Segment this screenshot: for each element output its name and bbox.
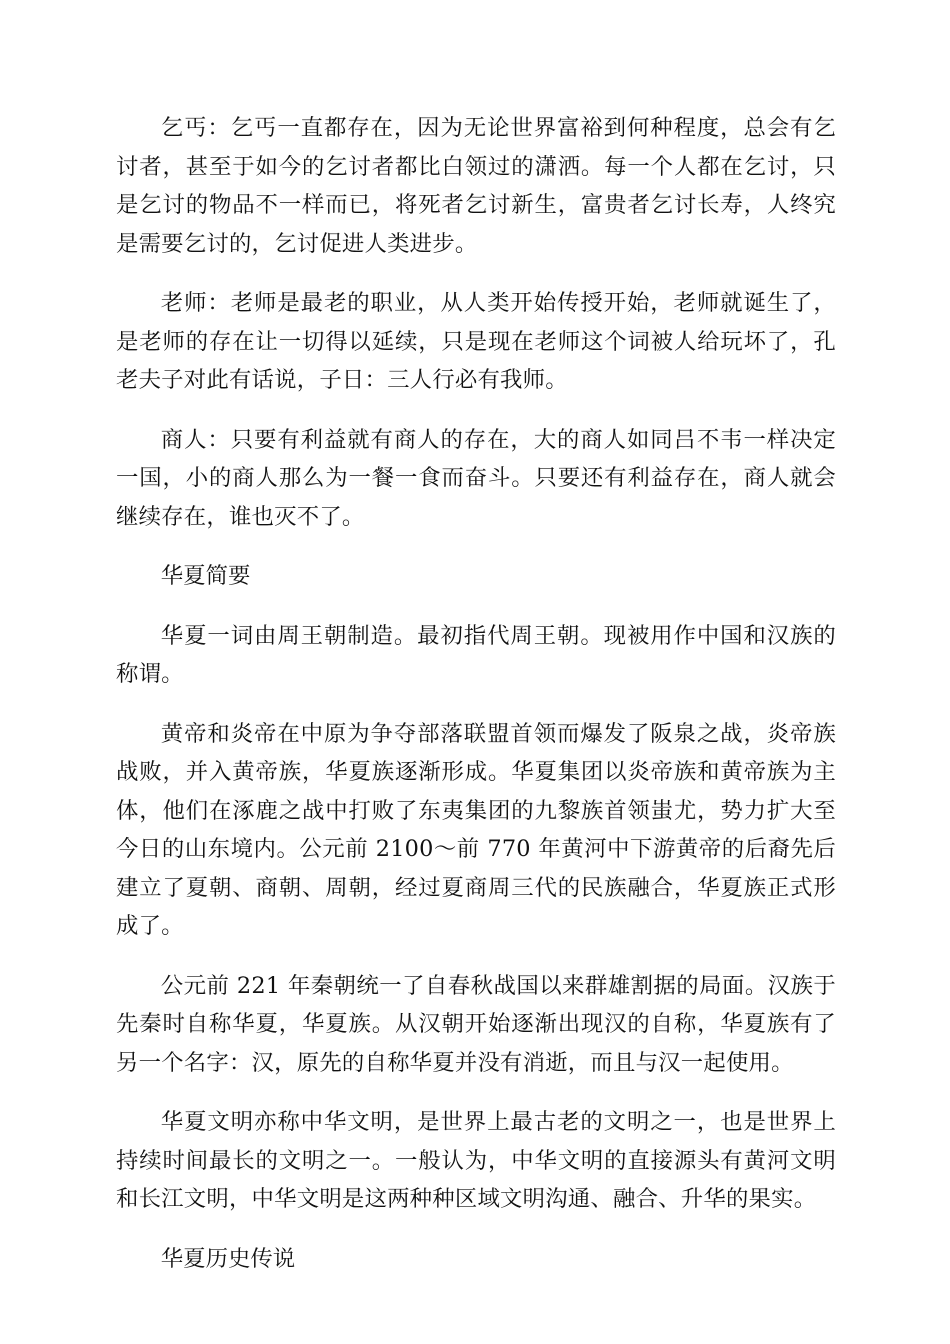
paragraph-merchant: 商人：只要有利益就有商人的存在，大的商人如同吕不韦一样决定一国，小的商人那么为一餐一食而奋斗。只要还有利益存在，商人就会继续存在，谁也灭不了。 (116, 426, 836, 530)
paragraph-huaxia-formation: 黄帝和炎帝在中原为争夺部落联盟首领而爆发了阪泉之战，炎帝族战败，并入黄帝族，华夏族逐渐形成。华夏集团以炎帝族和黄帝族为主体，他们在涿鹿之战中打败了东夷集团的九黎族首领蚩尤，势力扩大至今日的山东境内。公元前 2100～前 770 年黄河中下游黄帝的后裔先后建立了夏朝、商朝、周朝，经过夏商周三代的民族融合，华夏族正式形成了。 (116, 720, 836, 939)
paragraph-qin-han: 公元前 221 年秦朝统一了自春秋战国以来群雄割据的局面。汉族于先秦时自称华夏，华夏族。从汉朝开始逐渐出现汉的自称，华夏族有了另一个名字：汉，原先的自称华夏并没有消逝，而且与汉一起使用。 (116, 972, 836, 1076)
section-heading-huaxia-summary: 华夏简要 (160, 563, 251, 589)
paragraph-beggar: 乞丐：乞丐一直都存在，因为无论世界富裕到何种程度，总会有乞讨者，甚至于如今的乞讨者都比白领过的潇洒。每一个人都在乞讨，只是乞讨的物品不一样而已，将死者乞讨新生，富贵者乞讨长寿，人终究是需要乞讨的，乞讨促进人类进步。 (116, 115, 836, 257)
paragraph-teacher: 老师：老师是最老的职业，从人类开始传授开始，老师就诞生了，是老师的存在让一切得以延续，只是现在老师这个词被人给玩坏了，孔老夫子对此有话说，子日：三人行必有我师。 (116, 290, 836, 393)
document-body (116, 109, 836, 1299)
paragraph-civilization: 华夏文明亦称中华文明，是世界上最古老的文明之一，也是世界上持续时间最长的文明之一。一般认为，中华文明的直接源头有黄河文明和长江文明，中华文明是这两种种区域文明沟通、融合、升华的果实。 (116, 1109, 836, 1212)
section-heading-huaxia-legends: 华夏历史传说 (160, 1245, 296, 1272)
paragraph-huaxia-term: 华夏一词由周王朝制造。最初指代周王朝。现被用作中国和汉族的称谓。 (116, 622, 836, 687)
